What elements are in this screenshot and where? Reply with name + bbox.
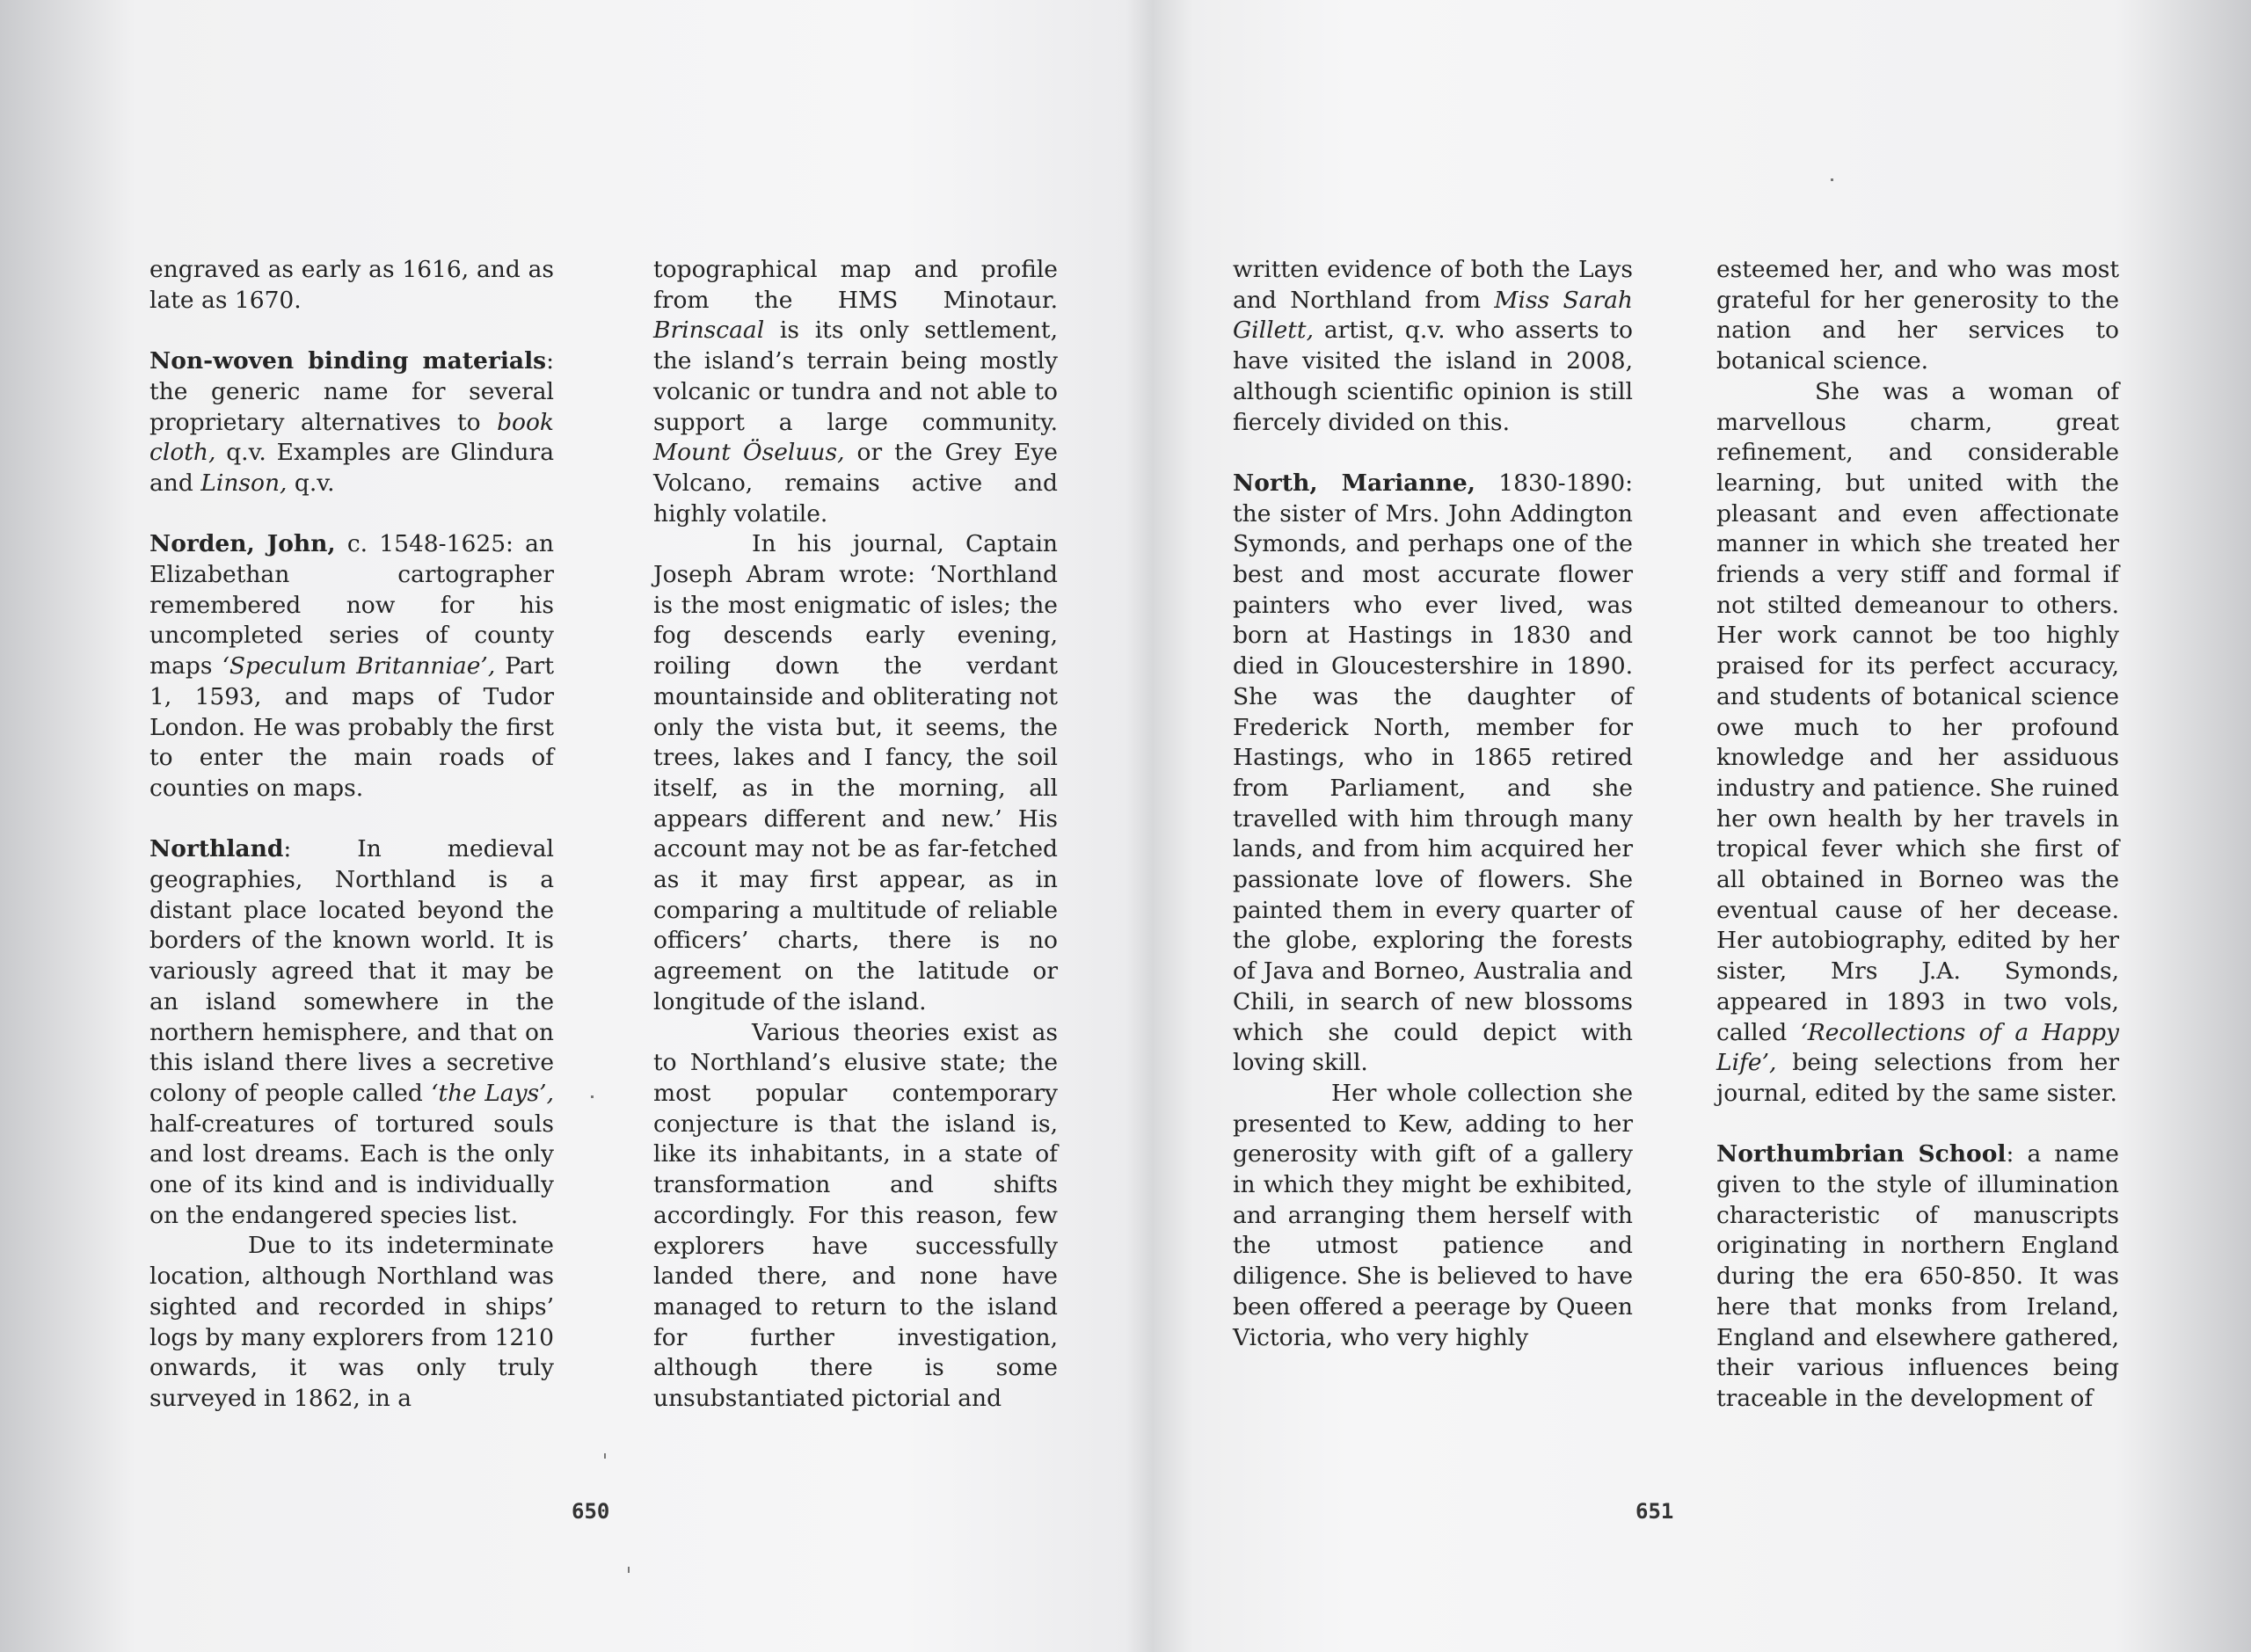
entry-norden-john bbox=[149, 529, 554, 804]
entry-north-marianne bbox=[1233, 469, 1633, 1079]
entry-text: q.v. bbox=[287, 469, 335, 497]
entry-text: artist, q.v. who asserts to have visited the island in 2008, although scientific opinion is still fiercely divided on this. bbox=[1233, 317, 1633, 436]
entry-text: is its only settlement, the island’s terrain being mostly volcanic or tundra and not able to support a large community. bbox=[653, 317, 1058, 436]
left-page-column-2 bbox=[653, 255, 1058, 1415]
entry-paragraph: esteemed her, and who was most grateful for her generosity to the nation and her services to botanical science. bbox=[1716, 256, 2119, 375]
entry-text: topographical map and profile from the HMS Minotaur. bbox=[653, 256, 1058, 314]
entry-text: 1830-1890: the sister of Mrs. John Addington Symonds, and perhaps one of the best and most accurate flower painters who ever lived, was born at Hastings in 1830 and died in Gloucestershire in 1890. She was the daughter of Frederick North, member for Hastings, who in 1865 retired from Parliament, and she travelled with him through many lands, and from him acquired her passionate love of flowers. She painted them in every quarter of the globe, exploring the forests of Java and Borneo, Australia and Chili, in search of new blossoms which she could depict with loving skill. bbox=[1233, 469, 1633, 1077]
entry-paragraph bbox=[1716, 377, 2119, 1110]
entry-text: written evidence of both the Lays and Northland from bbox=[1233, 256, 1633, 314]
paper-speck bbox=[591, 1095, 594, 1098]
headword: North, Marianne, bbox=[1233, 469, 1475, 497]
page-number: 651 bbox=[1635, 1499, 1674, 1524]
right-page bbox=[1134, 0, 2251, 1652]
entry-text: q.v. Examples are Glindura and bbox=[149, 439, 554, 497]
entry-paragraph: Her whole collection she presented to Kew, adding to her generosity with gift of a gallery in which they might be exhibited, and arranging them herself with the utmost patience and diligence. She is believed to have been offered a peerage by Queen Victoria, who very highly bbox=[1233, 1079, 1633, 1351]
entry-paragraph bbox=[1233, 255, 1633, 438]
entry-text: She was a woman of marvellous charm, great refinement, and considerable learning, but united with the pleasant and even affectionate manner in which she treated her friends a very stiff and formal if not stilted demeanour to others. Her work cannot be too highly praised for its perfect accuracy, and students of botanical science owe much to her profound knowledge and her assiduous industry and patience. She ruined her own health by her travels in tropical fever which she first of all obtained in Borneo was the eventual cause of her decease. Her autobiography, edited by her sister, Mrs J.A. Symonds, appeared in 1893 in two vols, called bbox=[1716, 377, 2119, 1046]
entry-northumbrian-school bbox=[1716, 1139, 2119, 1414]
entry-non-woven-binding-materials bbox=[149, 346, 554, 499]
headword: Northland bbox=[149, 835, 284, 863]
entry-paragraph bbox=[653, 255, 1058, 529]
entry-text: : the generic name for several proprietary alternatives to bbox=[149, 347, 554, 436]
headword: Northumbrian School bbox=[1716, 1140, 2007, 1168]
entry-continuation-text: engraved as early as 1616, and as late as 1670. bbox=[149, 256, 554, 314]
entry-italic-text: ‘Recollections of a Happy Life’, bbox=[1716, 1018, 2119, 1077]
entry-italic-text: Brinscaal bbox=[653, 317, 765, 345]
headword: Non-woven binding materials bbox=[149, 347, 547, 375]
right-page-column-2 bbox=[1716, 255, 2119, 1415]
entry-text: : In medieval geographies, Northland is a distant place located beyond the borders of the known world. It is variously agreed that it may be an island somewhere in the northern hemisphere, and that on this island there lives a secretive colony of people called bbox=[149, 835, 554, 1107]
entry-text: or the Grey Eye Volcano, remains active and highly volatile. bbox=[653, 439, 1058, 528]
entry-italic-text: ‘the Lays’, bbox=[431, 1079, 555, 1107]
entry-italic-text: ‘Speculum Britanniae’, bbox=[222, 652, 496, 680]
page-number: 650 bbox=[572, 1499, 610, 1524]
entry-text: : a name given to the style of illumination characteristic of manuscripts originating in northern England during the era 650-850. It was here that monks from Ireland, England and elsewhere gathered, their various influences being traceable in the development of bbox=[1716, 1140, 2119, 1412]
paper-speck bbox=[628, 1567, 630, 1573]
paper-speck bbox=[1831, 178, 1833, 181]
entry-italic-text: Mount Öseluus, bbox=[653, 439, 845, 467]
entry-paragraph: Due to its indeterminate location, although Northland was sighted and recorded in ships’ logs by many explorers from 1210 onwards, it was only truly surveyed in 1862, in a bbox=[149, 1232, 554, 1412]
entry-text: being selections from her journal, edited by the same sister. bbox=[1716, 1049, 2119, 1107]
entry-paragraph: Various theories exist as to Northland’s elusive state; the most popular contemporary conjecture is that the island is, like its inhabitants, in a state of transformation and shifts accordingly. For this reason, few explorers have successfully landed there, and none have managed to return to the island for further investigation, although there is some unsubstantiated pictorial and bbox=[653, 1018, 1058, 1413]
paper-speck bbox=[604, 1453, 606, 1459]
entry-paragraph: In his journal, Captain Joseph Abram wrote: ‘Northland is the most enigmatic of isles; the fog descends early evening, roiling down the verdant mountainside and obliterating not only the vista but, it seems, the trees, lakes and I fancy, the soil itself, as in the morning, all appears different and new.’ His account may not be as far-fetched as it may first appear, as in comparing a multitude of reliable officers’ charts, there is no agreement on the latitude or longitude of the island. bbox=[653, 530, 1058, 1015]
entry-text: c. 1548-1625: an Elizabethan cartographer remembered now for his uncompleted series of county maps bbox=[149, 530, 554, 680]
headword: Norden, John, bbox=[149, 530, 336, 558]
entry-italic-text: Miss Sarah Gillett, bbox=[1233, 286, 1633, 345]
left-page-column-1 bbox=[149, 255, 554, 1415]
entry-italic-text: book cloth, bbox=[149, 408, 554, 467]
right-page-column-1 bbox=[1233, 255, 1633, 1353]
entry-text: Part 1, 1593, and maps of Tudor London. He was probably the first to enter the main roads of counties on maps. bbox=[149, 652, 554, 802]
entry-italic-text: Linson, bbox=[200, 469, 288, 497]
entry-text: half-creatures of tortured souls and lost dreams. Each is the only one of its kind and is individually on the endangered species list. bbox=[149, 1110, 554, 1229]
entry-northland bbox=[149, 834, 554, 1231]
